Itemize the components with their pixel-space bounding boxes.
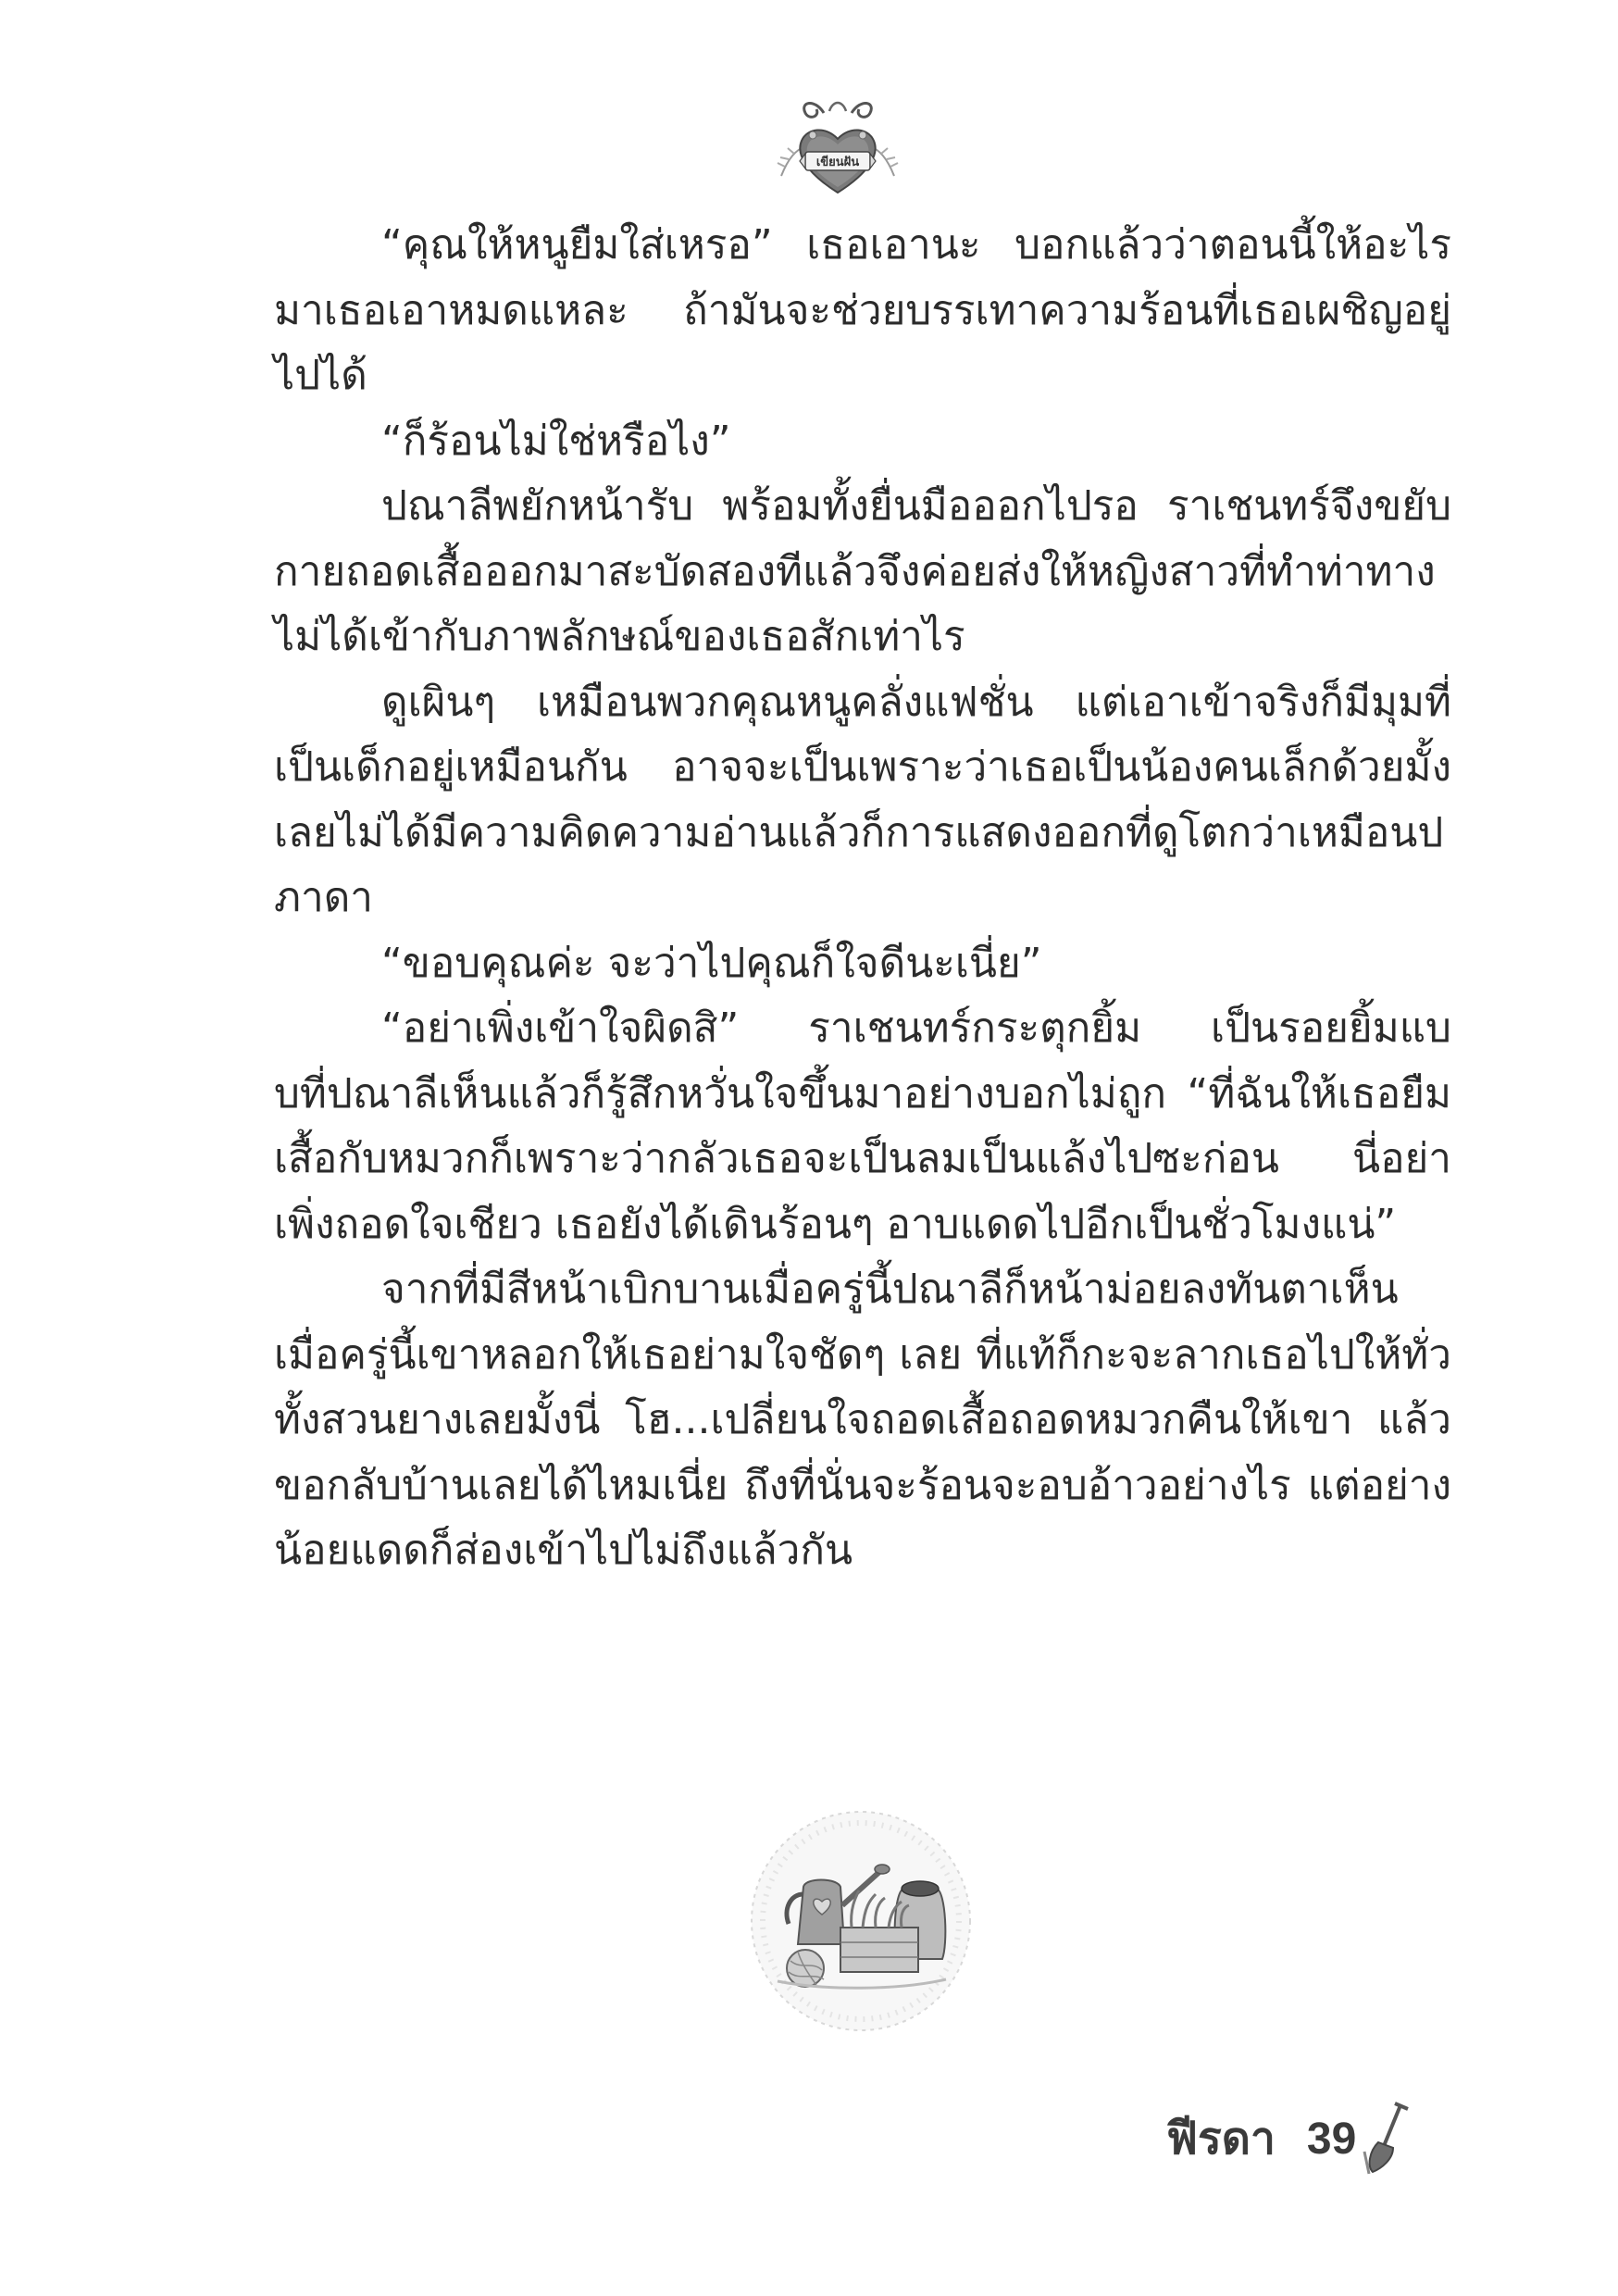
paragraph: จากที่มีสีหน้าเบิกบานเมื่อครู่นี้ปณาลีก็หน้าม่อยลงทันตาเห็น เมื่อครู่นี้เขาหลอกให้เธอย่ามใจชัดๆ เลย ที่แท้ก็กะจะลากเธอไปให้ทั่วทั้งสวนยางเลยมั้งนี่ โฮ...เปลี่ยนใจถอดเสื้อถอดหมวกคืนให้เขา แล้วขอกลับบ้านเลยได้ไหมเนี่ย ถึงที่นั่นจะร้อนจะอบอ้าวอย่างไร แต่อย่างน้อยแดดก็ส่องเข้าไปไม่ถึงแล้วกัน bbox=[274, 1266, 1451, 1574]
paragraph: “ก็ร้อนไม่ใช่หรือไง” bbox=[381, 417, 731, 465]
paragraph: “ขอบคุณค่ะ จะว่าไปคุณก็ใจดีนะเนี่ย” bbox=[381, 939, 1042, 987]
shovel-icon bbox=[1362, 2102, 1417, 2176]
gardening-still-life-illustration-icon bbox=[741, 1805, 981, 2037]
paragraph: “คุณให้หนูยืมใส่เหรอ” เธอเอานะ บอกแล้วว่าตอนนี้ให้อะไรมาเธอเอาหมดแหละ ถ้ามันจะช่วยบรรเทาความร้อนที่เธอเผชิญอยู่ไปได้ bbox=[274, 221, 1451, 399]
page-footer bbox=[1166, 2102, 1417, 2176]
body-text bbox=[274, 213, 1451, 1584]
author-name: ฟีรดา bbox=[1166, 2113, 1276, 2165]
paragraph: “อย่าเพิ่งเข้าใจผิดสิ” ราเชนทร์กระตุกยิ้ม เป็นรอยยิ้มแบบที่ปณาลีเห็นแล้วก็รู้สึกหวั่นใจขึ้นมาอย่างบอกไม่ถูก “ที่ฉันให้เธอยืมเสื้อกับหมวกก็เพราะว่ากลัวเธอจะเป็นลมเป็นแล้งไปซะก่อน นี่อย่าเพิ่งถอดใจเชียว เธอยังได้เดินร้อนๆ อาบแดดไปอีกเป็นชั่วโมงแน่” bbox=[274, 1004, 1451, 1248]
ornamental-heart-emblem-icon bbox=[768, 93, 907, 199]
emblem-text: เขียนฝัน bbox=[815, 156, 860, 169]
paragraph: ดูเผินๆ เหมือนพวกคุณหนูคลั่งแฟชั่น แต่เอาเข้าจริงก็มีมุมที่เป็นเด็กอยู่เหมือนกัน อาจจะเป็นเพราะว่าเธอเป็นน้องคนเล็กด้วยมั้ง เลยไม่ได้มีความคิดความอ่านแล้วก็การแสดงออกที่ดูโตกว่าเหมือนปภาดา bbox=[274, 678, 1451, 921]
paragraph: ปณาลีพยักหน้ารับ พร้อมทั้งยื่นมือออกไปรอ ราเชนทร์จึงขยับกายถอดเสื้อออกมาสะบัดสองทีแล้วจึงค่อยส่งให้หญิงสาวที่ทำท่าทางไม่ได้เข้ากับภาพลักษณ์ของเธอสักเท่าไร bbox=[274, 482, 1451, 660]
page-number: 39 bbox=[1306, 2114, 1357, 2164]
